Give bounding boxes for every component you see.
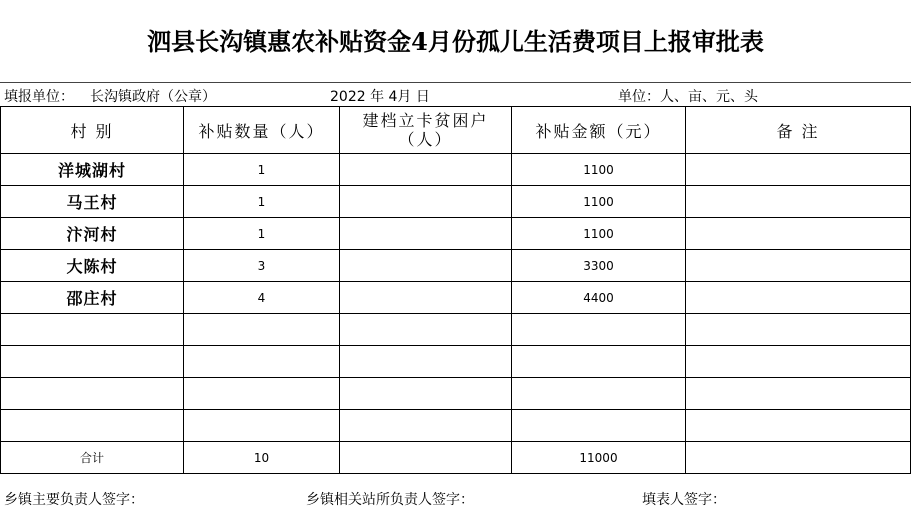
poor-cell — [340, 410, 512, 442]
village-cell: 汴河村 — [1, 218, 184, 250]
count-cell: 1 — [184, 154, 340, 186]
table-row — [1, 186, 911, 218]
village-cell — [1, 378, 184, 410]
note-cell — [686, 186, 911, 218]
reporting-unit-value: 长沟镇政府（公章） — [90, 89, 216, 105]
col-header-count: 补贴数量（人） — [184, 107, 340, 154]
report-date: 2022 年 4月 日 — [330, 89, 430, 105]
amount-cell: 1100 — [512, 218, 686, 250]
note-cell — [686, 282, 911, 314]
units-note: 单位：人、亩、元、头 — [618, 89, 758, 105]
note-cell — [686, 378, 911, 410]
total-amount: 11000 — [512, 442, 686, 474]
count-cell — [184, 314, 340, 346]
table-header-row — [1, 107, 911, 154]
count-cell: 1 — [184, 218, 340, 250]
amount-cell: 1100 — [512, 186, 686, 218]
total-count: 10 — [184, 442, 340, 474]
note-cell — [686, 154, 911, 186]
poor-cell — [340, 250, 512, 282]
poor-cell — [340, 346, 512, 378]
total-label: 合计 — [1, 442, 184, 474]
table-row — [1, 154, 911, 186]
village-cell: 洋城湖村 — [1, 154, 184, 186]
note-cell — [686, 250, 911, 282]
table-row — [1, 282, 911, 314]
count-cell — [184, 346, 340, 378]
note-cell — [686, 346, 911, 378]
filler-signature-label: 填表人签字： — [642, 492, 726, 508]
poor-cell — [340, 282, 512, 314]
col-header-village: 村 别 — [1, 107, 184, 154]
village-cell: 马王村 — [1, 186, 184, 218]
reporting-unit-label: 填报单位： — [4, 89, 74, 105]
table-row — [1, 250, 911, 282]
amount-cell — [512, 346, 686, 378]
poor-cell — [340, 154, 512, 186]
total-note — [686, 442, 911, 474]
table-row — [1, 378, 911, 410]
count-cell — [184, 378, 340, 410]
total-row — [1, 442, 911, 474]
table-row — [1, 218, 911, 250]
poor-cell — [340, 378, 512, 410]
table-row — [1, 314, 911, 346]
village-cell — [1, 314, 184, 346]
header-divider — [0, 82, 911, 83]
note-cell — [686, 218, 911, 250]
village-cell — [1, 410, 184, 442]
amount-cell — [512, 410, 686, 442]
leader-signature-label: 乡镇主要负责人签字： — [4, 492, 144, 508]
col-header-poor-households: 建档立卡贫困户（人） — [340, 107, 512, 154]
amount-cell: 4400 — [512, 282, 686, 314]
count-cell — [184, 410, 340, 442]
poor-cell — [340, 186, 512, 218]
col-header-amount: 补贴金额（元） — [512, 107, 686, 154]
station-signature-label: 乡镇相关站所负责人签字： — [306, 492, 474, 508]
count-cell: 4 — [184, 282, 340, 314]
page-title: 泗县长沟镇惠农补贴资金4月份孤儿生活费项目上报审批表 — [147, 27, 764, 56]
subsidy-table — [0, 106, 911, 474]
amount-cell — [512, 314, 686, 346]
amount-cell: 1100 — [512, 154, 686, 186]
col-header-note: 备 注 — [686, 107, 911, 154]
amount-cell — [512, 378, 686, 410]
note-cell — [686, 314, 911, 346]
table-row — [1, 346, 911, 378]
poor-cell — [340, 314, 512, 346]
count-cell: 1 — [184, 186, 340, 218]
table-row — [1, 410, 911, 442]
count-cell: 3 — [184, 250, 340, 282]
poor-cell — [340, 218, 512, 250]
amount-cell: 3300 — [512, 250, 686, 282]
note-cell — [686, 410, 911, 442]
village-cell: 邵庄村 — [1, 282, 184, 314]
village-cell — [1, 346, 184, 378]
village-cell: 大陈村 — [1, 250, 184, 282]
total-poor — [340, 442, 512, 474]
